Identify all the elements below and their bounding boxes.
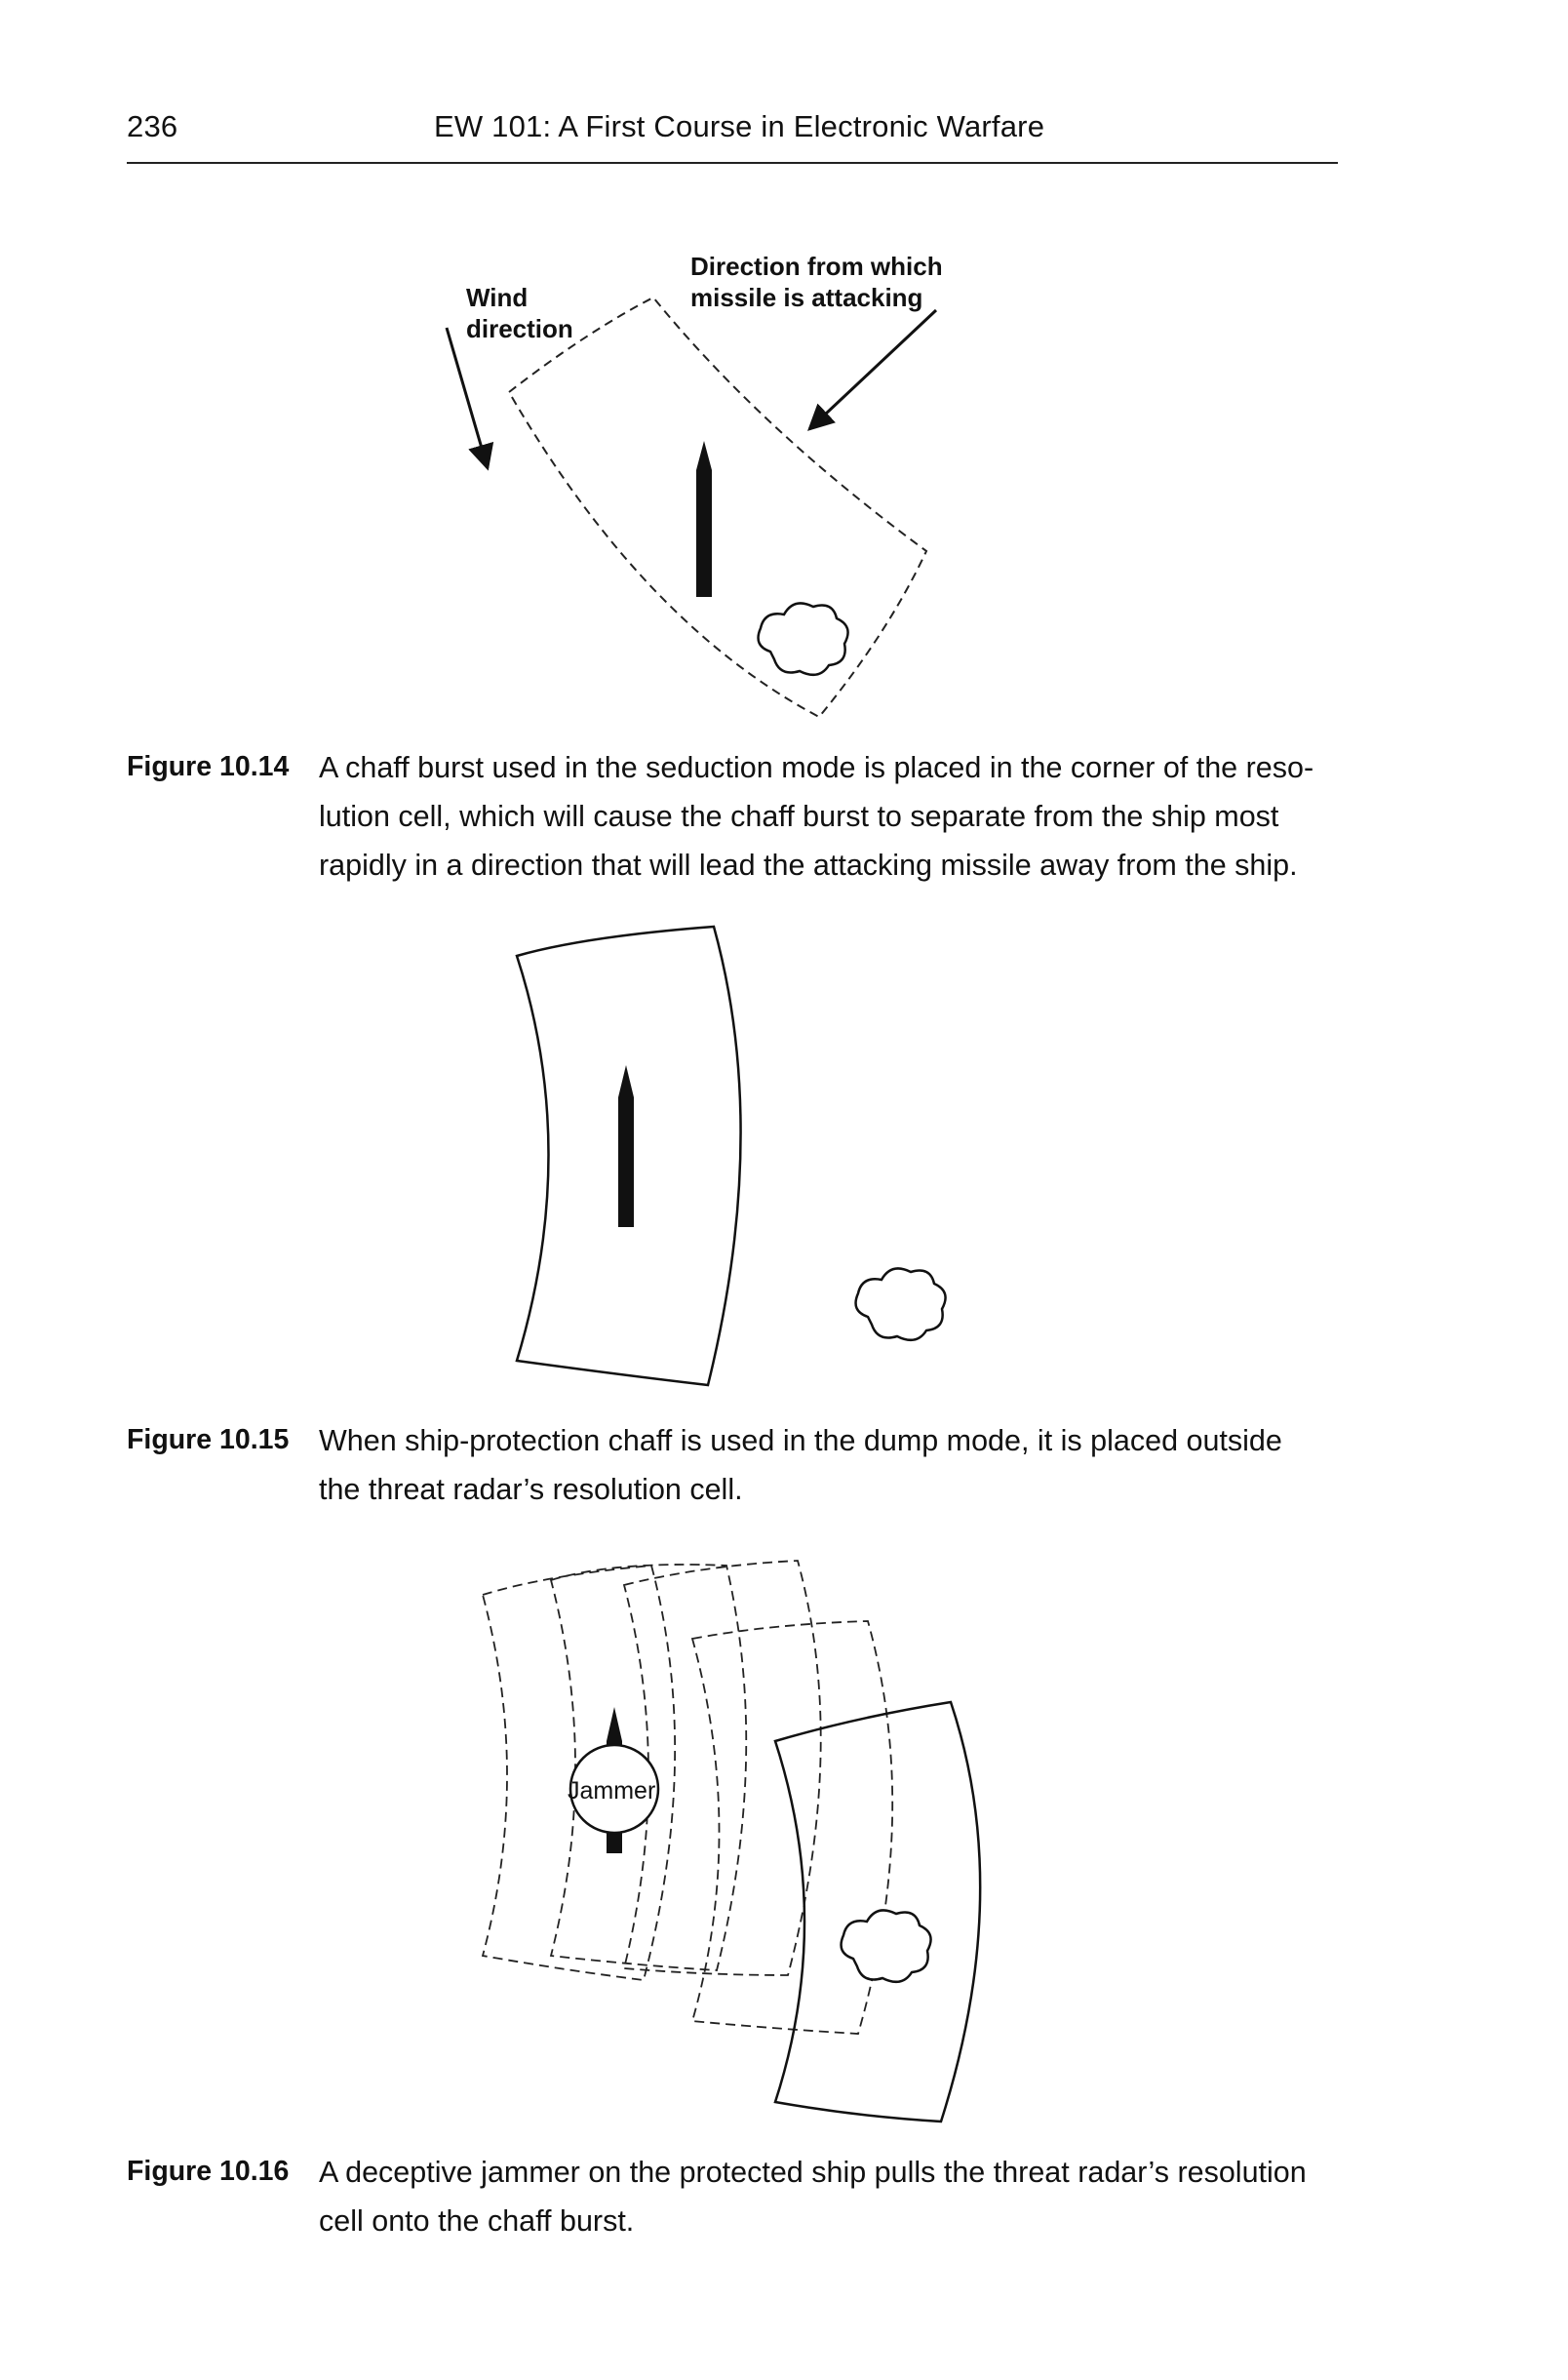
chaff-cloud-icon [842, 1910, 931, 1981]
figure-10-16-caption [319, 2148, 1341, 2245]
figure-10-15-label: Figure 10.15 [127, 1424, 290, 1455]
caption-line: cell onto the chaff burst. [319, 2204, 635, 2238]
caption-line: rapidly in a direction that will lead the attacking missile away from the ship. [319, 849, 1298, 882]
jammer-label: Jammer [568, 1777, 656, 1805]
missile-label-line1: Direction from which [690, 252, 943, 281]
caption-line: the threat radar’s resolution cell. [319, 1473, 743, 1506]
page-number: 236 [127, 109, 178, 143]
caption-line: A deceptive jammer on the protected ship pulls the threat radar’s resolution [319, 2156, 1307, 2189]
caption-line: When ship-protection chaff is used in the dump mode, it is placed outside [319, 1424, 1282, 1457]
caption-line: lution cell, which will cause the chaff burst to separate from the ship most [319, 800, 1279, 833]
running-title: EW 101: A First Course in Electronic Warfare [434, 109, 1045, 143]
wind-label-line2: direction [466, 314, 573, 343]
missile-label-line2: missile is attacking [690, 283, 923, 312]
wind-label-line1: Wind [466, 283, 529, 312]
figure-10-14-label: Figure 10.14 [127, 751, 290, 782]
caption-line: A chaff burst used in the seduction mode is placed in the corner of the reso- [319, 751, 1314, 784]
figure-10-16-label: Figure 10.16 [127, 2156, 290, 2187]
